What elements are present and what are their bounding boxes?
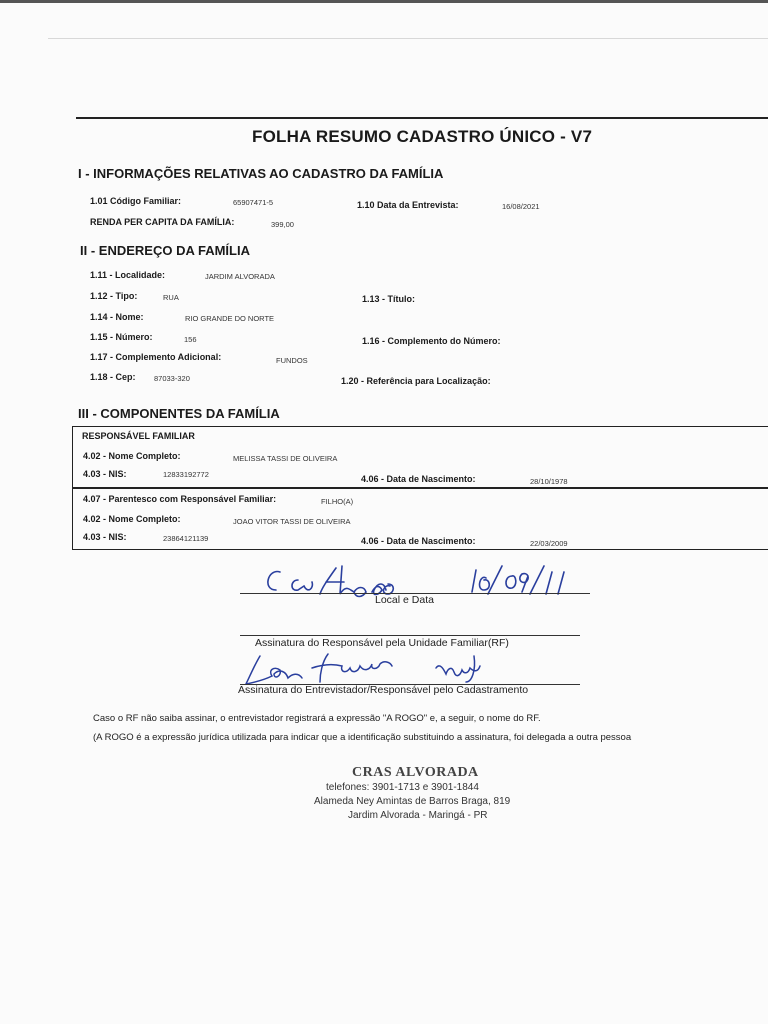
membro-nascimento-label: 4.06 - Data de Nascimento: — [361, 536, 476, 546]
assinatura-responsavel-label: Assinatura do Responsável pela Unidade Familiar(RF) — [255, 637, 509, 649]
section-3-heading: III - COMPONENTES DA FAMÍLIA — [78, 406, 280, 421]
scan-top-edge — [0, 0, 768, 3]
responsavel-nascimento-value: 28/10/1978 — [530, 477, 568, 486]
membro-nome-value: JOAO VITOR TASSI DE OLIVEIRA — [233, 517, 351, 526]
titulo-label: 1.13 - Título: — [362, 294, 416, 304]
scan-faint-line — [48, 38, 768, 39]
responsavel-nome-label: 4.02 - Nome Completo: — [83, 451, 181, 461]
responsavel-nome-value: MELISSA TASSI DE OLIVEIRA — [233, 454, 338, 463]
complemento-numero-label: 1.16 - Complemento do Número: — [362, 336, 501, 346]
nome-logradouro-label: 1.14 - Nome: — [90, 312, 144, 322]
membro-nis-label: 4.03 - NIS: — [83, 532, 127, 542]
section-2-heading: II - ENDEREÇO DA FAMÍLIA — [80, 243, 250, 258]
referencia-label: 1.20 - Referência para Localização: — [341, 376, 491, 386]
section-1-heading: I - INFORMAÇÕES RELATIVAS AO CADASTRO DA FAMÍLIA — [78, 166, 444, 181]
stamp-street: Alameda Ney Amintas de Barros Braga, 819 — [314, 796, 511, 807]
membro-nascimento-value: 22/03/2009 — [530, 539, 568, 548]
codigo-familiar-label: 1.01 Código Familiar: — [90, 196, 182, 206]
renda-per-capita-value: 399,00 — [271, 220, 294, 229]
numero-value: 156 — [184, 335, 197, 344]
assinatura-entrevistador-label: Assinatura do Entrevistador/Responsável pelo Cadastramento — [238, 684, 529, 696]
stamp-city: Jardim Alvorada - Maringá - PR — [348, 810, 488, 821]
header-rule — [76, 117, 768, 119]
a-rogo-note-line1: Caso o RF não saiba assinar, o entrevistador registrará a expressão "A ROGO" e, a seguir, o nome do RF. — [93, 713, 541, 724]
responsavel-nis-value: 12833192772 — [163, 470, 209, 479]
cep-value: 87033-320 — [154, 374, 190, 383]
data-entrevista-value: 16/08/2021 — [502, 202, 540, 211]
a-rogo-note-line2: (A ROGO é a expressão jurídica utilizada para indicar que a identificação substituindo a assinatura, foi delegada a outra pessoa — [93, 732, 632, 743]
localidade-value: JARDIM ALVORADA — [205, 272, 275, 281]
tipo-value: RUA — [163, 293, 179, 302]
membro-nome-label: 4.02 - Nome Completo: — [83, 514, 181, 524]
codigo-familiar-value: 65907471-5 — [233, 198, 274, 207]
assinatura-responsavel-line — [240, 635, 580, 636]
cep-label: 1.18 - Cep: — [90, 372, 136, 382]
nome-logradouro-value: RIO GRANDE DO NORTE — [185, 314, 275, 323]
complemento-adicional-value: FUNDOS — [276, 356, 308, 365]
localidade-label: 1.11 - Localidade: — [90, 270, 166, 280]
tipo-label: 1.12 - Tipo: — [90, 291, 138, 301]
numero-label: 1.15 - Número: — [90, 332, 153, 342]
data-entrevista-label: 1.10 Data da Entrevista: — [357, 200, 459, 210]
responsavel-familiar-header: RESPONSÁVEL FAMILIAR — [82, 431, 195, 441]
membro-parentesco-value: FILHO(A) — [321, 497, 354, 506]
local-data-label: Local e Data — [375, 594, 434, 606]
responsavel-nascimento-label: 4.06 - Data de Nascimento: — [361, 474, 476, 484]
stamp-phones: telefones: 3901-1713 e 3901-1844 — [326, 782, 479, 793]
document-title: FOLHA RESUMO CADASTRO ÚNICO - V7 — [252, 127, 593, 146]
renda-per-capita-label: RENDA PER CAPITA DA FAMÍLIA: — [90, 217, 235, 227]
membro-nis-value: 23864121139 — [163, 534, 209, 543]
stamp-name: CRAS ALVORADA — [352, 765, 479, 780]
responsavel-nis-label: 4.03 - NIS: — [83, 469, 127, 479]
membro-parentesco-label: 4.07 - Parentesco com Responsável Familiar: — [83, 494, 277, 504]
complemento-adicional-label: 1.17 - Complemento Adicional: — [90, 352, 222, 362]
